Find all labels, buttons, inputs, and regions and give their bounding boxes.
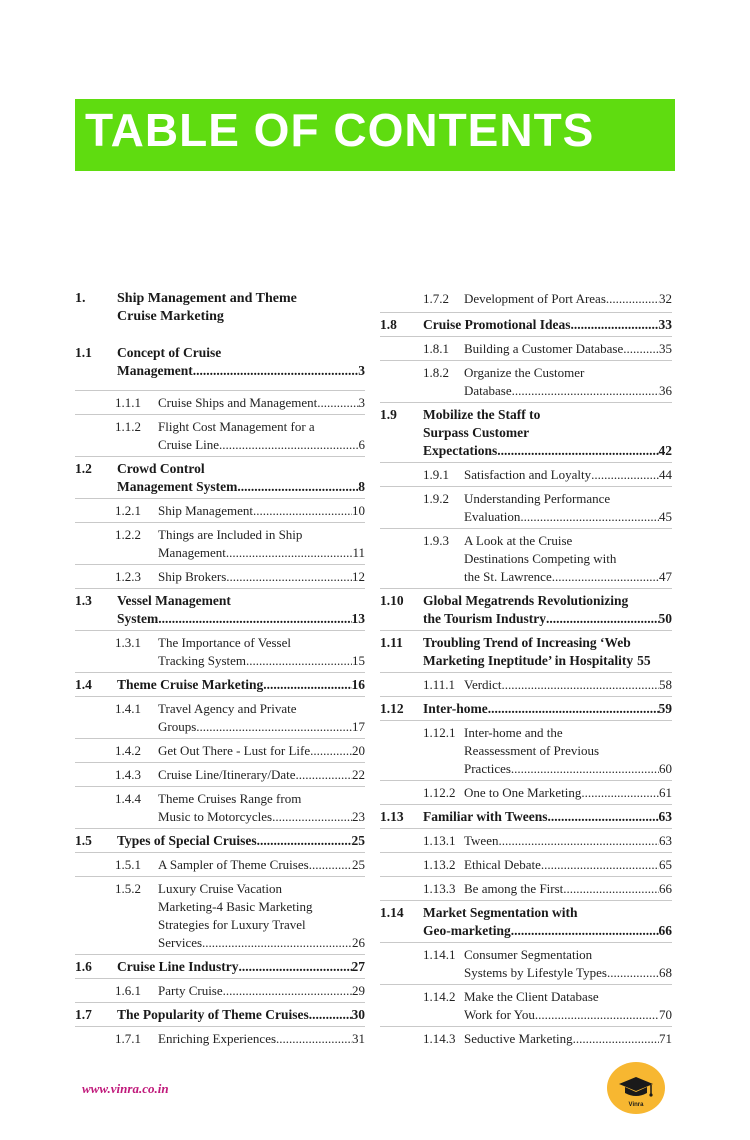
toc-subsection-1-14-1[interactable]: 1.14.1 Consumer Segmentation Systems by Lifestyle Types ..... 68	[380, 943, 672, 985]
toc-subsection-1-4-1[interactable]: 1.4.1 Travel Agency and Private Groups ..... 17	[75, 697, 365, 739]
toc-section-1-12[interactable]: 1.12 Inter-home ..... 59	[380, 697, 672, 721]
toc-subsection-1-4-3[interactable]: 1.4.3 Cruise Line/Itinerary/Date ..... 22	[75, 763, 365, 787]
toc-chapter-1[interactable]: 1. Ship Management and Theme Cruise Marketing	[75, 291, 297, 324]
toc-subsection-1-1-1[interactable]: 1.1.1 Cruise Ships and Management ..... 3	[75, 391, 365, 415]
toc-subsection-1-11-1[interactable]: 1.11.1 Verdict ..... 58	[380, 673, 672, 697]
toc-subsection-1-7-2[interactable]: 1.7.2 Development of Port Areas ..... 32	[380, 290, 672, 313]
toc-subsection-1-2-3[interactable]: 1.2.3 Ship Brokers ..... 12	[75, 565, 365, 589]
toc-subsection-1-12-1[interactable]: 1.12.1 Inter-home and the Reassessment of Previous Practices ..... 60	[380, 721, 672, 781]
vinra-logo	[607, 1062, 665, 1114]
toc-subsection-1-9-2[interactable]: 1.9.2 Understanding Performance Evaluation ..... 45	[380, 487, 672, 529]
toc-subsection-1-13-1[interactable]: 1.13.1 Tween ..... 63	[380, 829, 672, 853]
toc-subsection-1-13-3[interactable]: 1.13.3 Be among the First ..... 66	[380, 877, 672, 901]
toc-subsection-1-1-2[interactable]: 1.1.2 Flight Cost Management for a Cruise Line ..... 6	[75, 415, 365, 457]
toc-subsection-1-2-2[interactable]: 1.2.2 Things are Included in Ship Management ..... 11	[75, 523, 365, 565]
toc-section-1-5[interactable]: 1.5 Types of Special Cruises ..... 25	[75, 829, 365, 853]
toc-subsection-1-9-3[interactable]: 1.9.3 A Look at the Cruise Destinations Competing with the St. Lawrence ..... 47	[380, 529, 672, 589]
toc-section-1-8[interactable]: 1.8 Cruise Promotional Ideas ..... 33	[380, 313, 672, 337]
footer-url[interactable]: www.vinra.co.in	[82, 1081, 169, 1096]
toc-section-1-9[interactable]: 1.9 Mobilize the Staff to Surpass Customer Expectations ..... 42	[380, 403, 672, 463]
toc-right-column	[380, 290, 672, 1051]
toc-section-1-4[interactable]: 1.4 Theme Cruise Marketing ..... 16	[75, 673, 365, 697]
toc-subsection-1-13-2[interactable]: 1.13.2 Ethical Debate ..... 65	[380, 853, 672, 877]
toc-subsection-1-9-1[interactable]: 1.9.1 Satisfaction and Loyalty ..... 44	[380, 463, 672, 487]
toc-left-column	[75, 290, 365, 1051]
toc-subsection-1-5-1[interactable]: 1.5.1 A Sampler of Theme Cruises ..... 25	[75, 853, 365, 877]
toc-section-1-10[interactable]: 1.10 Global Megatrends Revolutionizing the Tourism Industry ..... 50	[380, 589, 672, 631]
logo-text: Vinra	[628, 1102, 644, 1108]
toc-section-1-3[interactable]: 1.3 Vessel Management System ..... 13	[75, 589, 365, 631]
toc-subsection-1-8-2[interactable]: 1.8.2 Organize the Customer Database ..... 36	[380, 361, 672, 403]
toc-subsection-1-4-2[interactable]: 1.4.2 Get Out There - Lust for Life ..... 20	[75, 739, 365, 763]
toc-subsection-1-8-1[interactable]: 1.8.1 Building a Customer Database ..... 35	[380, 337, 672, 361]
toc-subsection-1-5-2[interactable]: 1.5.2 Luxury Cruise Vacation Marketing-4 Basic Marketing Strategies for Luxury Travel Services ..... 26	[75, 877, 365, 955]
page-title: TABLE OF CONTENTS	[85, 104, 595, 156]
toc-section-1-13[interactable]: 1.13 Familiar with Tweens ..... 63	[380, 805, 672, 829]
toc-section-1-2[interactable]: 1.2 Crowd Control Management System ..... 8	[75, 457, 365, 499]
toc-subsection-1-14-3[interactable]: 1.14.3 Seductive Marketing ..... 71	[380, 1027, 672, 1051]
toc-subsection-1-12-2[interactable]: 1.12.2 One to One Marketing ..... 61	[380, 781, 672, 805]
toc-subsection-1-7-1[interactable]: 1.7.1 Enriching Experiences ..... 31	[75, 1027, 365, 1051]
toc-section-1-6[interactable]: 1.6 Cruise Line Industry ..... 27	[75, 955, 365, 979]
toc-subsection-1-3-1[interactable]: 1.3.1 The Importance of Vessel Tracking System ..... 15	[75, 631, 365, 673]
toc-section-1-14[interactable]: 1.14 Market Segmentation with Geo-marketing ..... 66	[380, 901, 672, 943]
toc-subsection-1-6-1[interactable]: 1.6.1 Party Cruise ..... 29	[75, 979, 365, 1003]
toc-subsection-1-4-4[interactable]: 1.4.4 Theme Cruises Range from Music to Motorcycles ..... 23	[75, 787, 365, 829]
title-banner	[75, 99, 675, 171]
toc-section-1-7[interactable]: 1.7 The Popularity of Theme Cruises ..... 30	[75, 1003, 365, 1027]
graduation-cap-icon	[607, 1062, 665, 1114]
toc-subsection-1-2-1[interactable]: 1.2.1 Ship Management ..... 10	[75, 499, 365, 523]
toc-subsection-1-14-2[interactable]: 1.14.2 Make the Client Database Work for You ..... 70	[380, 985, 672, 1027]
toc-section-1-11[interactable]: 1.11 Troubling Trend of Increasing ‘Web Marketing Ineptitude’ in Hospitality 55	[380, 631, 672, 673]
toc-section-1-1[interactable]: 1.1 Concept of Cruise Management ..... 3	[75, 343, 365, 391]
